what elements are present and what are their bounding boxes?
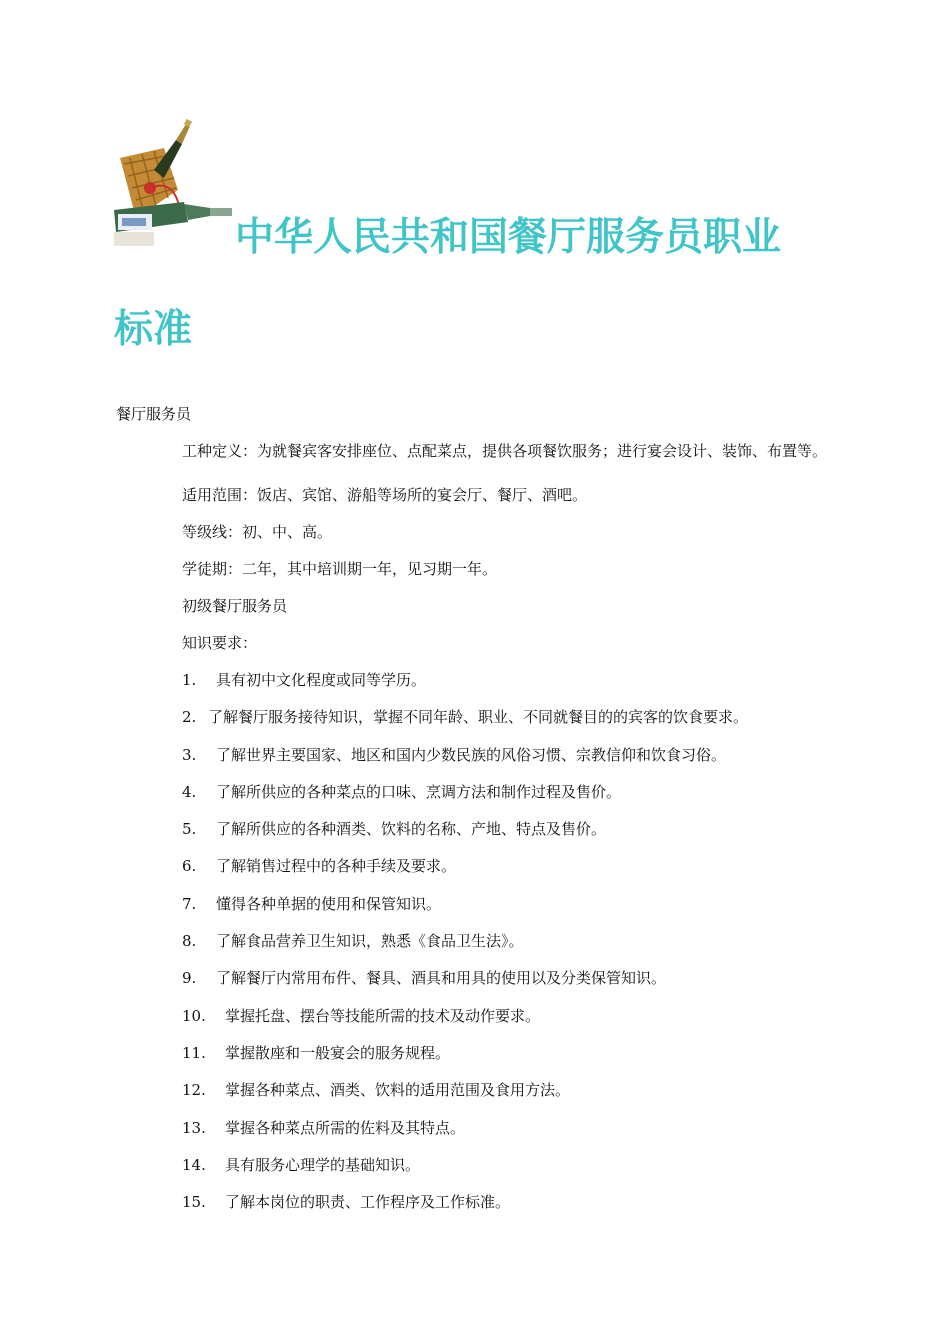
list-item: 15. 了解本岗位的职责、工作程序及工作标准。 [182,1193,511,1212]
list-item: 8. 了解食品营养卫生知识，熟悉《食品卫生法》。 [182,932,524,951]
section-heading: 餐厅服务员 [116,405,192,423]
list-item: 14. 具有服务心理学的基础知识。 [182,1155,421,1174]
list-item: 10. 掌握托盘、摆台等技能所需的技术及动作要求。 [182,1006,541,1025]
list-item: 11. 掌握散座和一般宴会的服务规程。 [182,1043,451,1062]
apprentice-paragraph: 学徒期：二年，其中培训期一年，见习期一年。 [182,560,498,578]
level-heading: 初级餐厅服务员 [182,597,288,615]
knowledge-heading: 知识要求： [182,634,258,652]
list-item: 13. 掌握各种菜点所需的佐料及其特点。 [182,1118,466,1137]
list-item: 1. 具有初中文化程度或同等学历。 [182,671,427,689]
page-title-line2: 标准 [114,307,193,352]
page-title-line1: 中华人民共和国餐厅服务员职业 [235,215,782,260]
list-item: 2. 了解餐厅服务接待知识，掌握不同年龄、职业、不同就餐目的的宾客的饮食要求。 [182,708,749,727]
knowledge-list [116,670,836,1212]
wine-bottles-basket-icon [114,118,238,246]
levels-paragraph: 等级线：初、中、高。 [182,523,333,541]
list-item: 3. 了解世界主要国家、地区和国内少数民族的风俗习惯、宗教信仰和饮食习俗。 [182,745,727,764]
scope-paragraph: 适用范围：饭店、宾馆、游船等场所的宴会厅、餐厅、酒吧。 [182,486,588,504]
list-item: 12. 掌握各种菜点、酒类、饮料的适用范围及食用方法。 [182,1081,571,1100]
list-item: 7. 懂得各种单据的使用和保管知识。 [182,894,442,913]
definition-paragraph: 工种定义：为就餐宾客安排座位、点配菜点，提供各项餐饮服务；进行宴会设计、装饰、布置等。 [182,442,828,460]
list-item: 9. 了解餐厅内常用布件、餐具、酒具和用具的使用以及分类保管知识。 [182,969,667,988]
list-item: 6. 了解销售过程中的各种手续及要求。 [182,857,457,876]
list-item: 4. 了解所供应的各种菜点的口味、烹调方法和制作过程及售价。 [182,782,622,801]
list-item: 5. 了解所供应的各种酒类、饮料的名称、产地、特点及售价。 [182,820,607,839]
document-body [116,404,836,1229]
